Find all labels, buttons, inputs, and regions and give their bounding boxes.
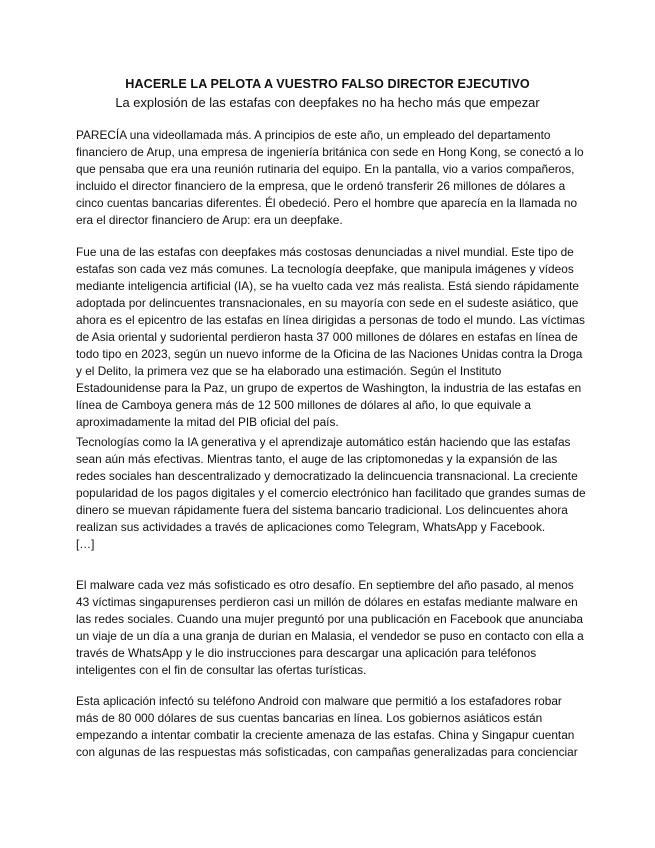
paragraph-4: El malware cada vez más sofisticado es otro desafío. En septiembre del año pasado, al menos 43 víctimas singapurenses perdieron casi un millón de dólares en estafas mediante malware en las redes sociales. Cuando una mujer preguntó por una publicación en Facebook que anunciaba un viaje de un día a una granja de durian en Malasia, el vendedor se puso en contacto con ella a través de WhatsApp y le dio instrucciones para descargar una aplicación para teléfonos inteligentes con el fin de consultar las ofertas turísticas. [76,578,584,677]
paragraph-1: PARECÍA una videollamada más. A principios de este año, un empleado del departamento financiero de Arup, una empresa de ingeniería británica con sede en Hong Kong, se conectó a lo que pensaba que era una reunión rutinaria del equipo. En la pantalla, vio a varios compañeros, incluido el director financiero de la empresa, que le ordenó transferir 26 millones de dólares a cinco cuentas bancarias diferentes. Él obedeció. Pero el hombre que aparecía en la llamada no era el director financiero de Arup: era un deepfake. [76,128,584,227]
paragraph-2: Fue una de las estafas con deepfakes más costosas denunciadas a nivel mundial. Este tipo de estafas son cada vez más comunes. La tecnología deepfake, que manipula imágenes y vídeos mediante inteligencia artificial (IA), se ha vuelto cada vez más realista. Está siendo rápidamente adoptada por delincuentes transnacionales, en su mayoría con sede en el sudeste asiático, que ahora es el epicentro de las estafas en línea dirigidas a personas de todo el mundo. Las víctimas de Asia oriental y sudoriental perdieron hasta 37 000 millones de dólares en estafas en línea de todo tipo en 2023, según un nuevo informe de la Oficina de las Naciones Unidas contra la Droga y el Delito, la primera vez que se ha elaborado una estimación. Según el Instituto Estadounidense para la Paz, un grupo de expertos de Washington, la industria de las estafas en línea de Camboya genera más de 12 500 millones de dólares al año, lo que equivale a aproximadamente la mitad del PIB oficial del país. [76,245,585,429]
paragraph-5: Esta aplicación infectó su teléfono Android con malware que permitió a los estafadores robar más de 80 000 dólares de sus cuentas bancarias en línea. Los gobiernos asiáticos están empezando a intentar combatir la creciente amenaza de las estafas. China y Singapur cuentan con algunas de las respuestas más sofisticadas, con campañas generalizadas para concienciar [76,694,578,759]
document-title: HACERLE LA PELOTA A VUESTRO FALSO DIRECTOR EJECUTIVO [125,77,530,91]
paragraph-3-block [76,434,586,553]
document-subtitle: La explosión de las estafas con deepfakes no ha hecho más que empezar [115,95,540,110]
paragraph-3: Tecnologías como la IA generativa y el aprendizaje automático están haciendo que las estafas sean aún más efectivas. Mientras tanto, el auge de las criptomonedas y la expansión de las redes sociales han descentralizado y democratizado la delincuencia transnacional. La creciente popularidad de los pagos digitales y el comercio electrónico han facilitado que grandes sumas de dinero se muevan rápidamente fuera del sistema bancario tradicional. Los delincuentes ahora realizan sus actividades a través de aplicaciones como Telegram, WhatsApp y Facebook. [76,435,586,534]
ellipsis-marker: […] [76,537,95,551]
